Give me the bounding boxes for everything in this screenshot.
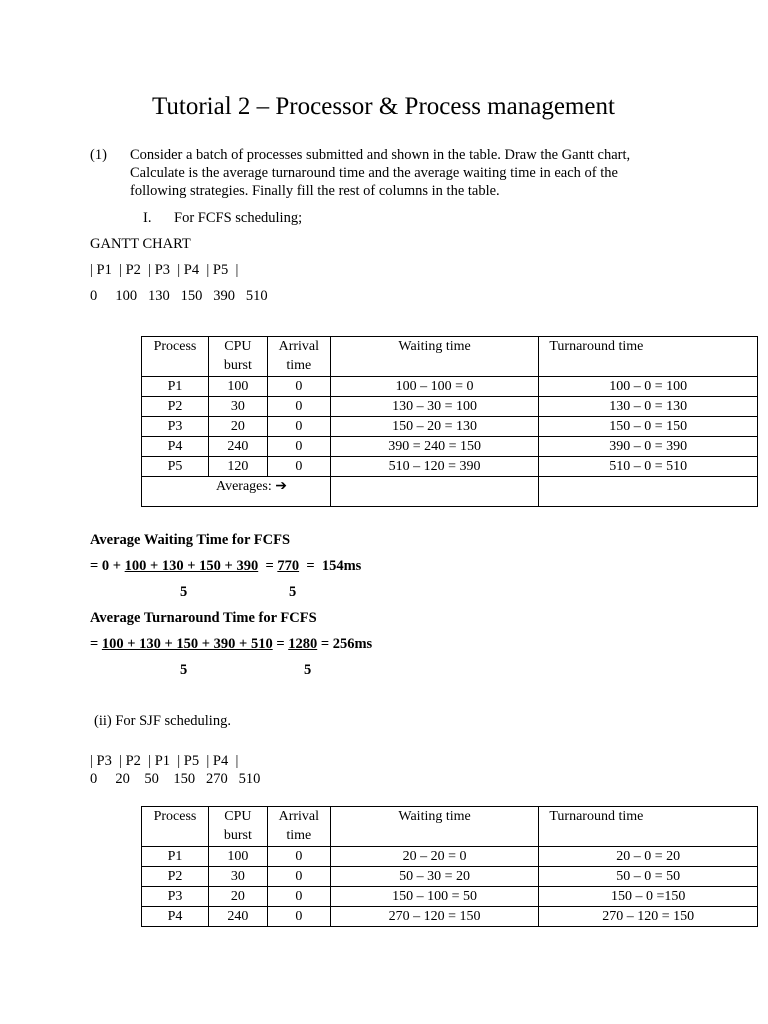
avg-turn-formula: = 100 + 130 + 150 + 390 + 510 = 1280 = 256ms: [90, 636, 373, 652]
cell-waiting: 270 – 120 = 150: [330, 907, 539, 927]
header-turnaround-time: Turnaround time: [539, 807, 758, 847]
question-line: Calculate is the average turnaround time and the average waiting time in each of the: [130, 165, 618, 181]
cell-cpu: 240: [208, 907, 267, 927]
fcfs-gantt-bar: | P1 | P2 | P3 | P4 | P5 |: [90, 262, 239, 278]
header-arrival-time: Arrival time: [267, 337, 330, 377]
table-header-row: [142, 807, 758, 847]
header-arrival-time: Arrival time: [267, 807, 330, 847]
averages-label: Averages: ➔: [142, 477, 331, 507]
cell-process: P5: [142, 457, 209, 477]
cell-process: P3: [142, 887, 209, 907]
avg-wait-denominator: 5: [180, 584, 188, 600]
avg-wait-heading: Average Waiting Time for FCFS: [90, 532, 291, 548]
cell-turnaround: 100 – 0 = 100: [539, 377, 758, 397]
table-row: [142, 867, 758, 887]
table-header-row: [142, 337, 758, 377]
cell-cpu: 240: [208, 437, 267, 457]
header-cpu-burst: CPU burst: [208, 337, 267, 377]
header-waiting-time: Waiting time: [330, 807, 539, 847]
cell-waiting: 150 – 100 = 50: [330, 887, 539, 907]
cell-cpu: 30: [208, 867, 267, 887]
header-waiting-time: Waiting time: [330, 337, 539, 377]
cell-waiting: 50 – 30 = 20: [330, 867, 539, 887]
cell-arrival: 0: [267, 417, 330, 437]
cell-arrival: 0: [267, 907, 330, 927]
question-number: (1): [90, 147, 107, 163]
header-turnaround-time: Turnaround time: [539, 337, 758, 377]
cell-turnaround: 390 – 0 = 390: [539, 437, 758, 457]
cell-waiting: 390 = 240 = 150: [330, 437, 539, 457]
cell-waiting: 510 – 120 = 390: [330, 457, 539, 477]
fcfs-roman: I.: [143, 210, 152, 226]
cell-turnaround: 150 – 0 =150: [539, 887, 758, 907]
fcfs-gantt-times: 0 100 130 150 390 510: [90, 288, 268, 304]
header-process: Process: [142, 337, 209, 377]
cell-process: P2: [142, 867, 209, 887]
table-row: [142, 907, 758, 927]
cell-turnaround: 20 – 0 = 20: [539, 847, 758, 867]
question-line: Consider a batch of processes submitted and shown in the table. Draw the Gantt chart,: [130, 147, 631, 163]
cell-process: P3: [142, 417, 209, 437]
avg-wait-formula: = 0 + 100 + 130 + 150 + 390 = 770 = 154ms: [90, 558, 362, 574]
question-text: [130, 146, 630, 200]
cell-cpu: 100: [208, 377, 267, 397]
avg-turn-heading: Average Turnaround Time for FCFS: [90, 610, 317, 626]
cell-arrival: 0: [267, 457, 330, 477]
cell-arrival: 0: [267, 397, 330, 417]
sjf-table: [141, 806, 758, 927]
cell-cpu: 120: [208, 457, 267, 477]
table-row: [142, 397, 758, 417]
sjf-heading: (ii) For SJF scheduling.: [94, 713, 231, 729]
cell-arrival: 0: [267, 377, 330, 397]
table-row: [142, 377, 758, 397]
fcfs-table: [141, 336, 758, 507]
sjf-gantt-times: 0 20 50 150 270 510: [90, 771, 261, 787]
table-row: [142, 417, 758, 437]
cell-arrival: 0: [267, 847, 330, 867]
avg-turn-denominator: 5: [180, 662, 188, 678]
cell-waiting: 130 – 30 = 100: [330, 397, 539, 417]
cell-cpu: 20: [208, 417, 267, 437]
header-process: Process: [142, 807, 209, 847]
cell-turnaround: 50 – 0 = 50: [539, 867, 758, 887]
sjf-gantt-bar: | P3 | P2 | P1 | P5 | P4 |: [90, 753, 239, 769]
cell-process: P4: [142, 907, 209, 927]
cell-process: P4: [142, 437, 209, 457]
cell-arrival: 0: [267, 887, 330, 907]
question-line: following strategies. Finally fill the rest of columns in the table.: [130, 183, 500, 199]
page-title: Tutorial 2 – Processor & Process management: [152, 93, 615, 120]
cell-arrival: 0: [267, 867, 330, 887]
cell-turnaround: 150 – 0 = 150: [539, 417, 758, 437]
cell-arrival: 0: [267, 437, 330, 457]
cell-process: P1: [142, 847, 209, 867]
fcfs-heading: For FCFS scheduling;: [174, 210, 303, 226]
cell-cpu: 20: [208, 887, 267, 907]
avg-wait-denominator: 5: [289, 584, 297, 600]
table-row: [142, 887, 758, 907]
header-cpu-burst: CPU burst: [208, 807, 267, 847]
cell-turnaround: 130 – 0 = 130: [539, 397, 758, 417]
cell-waiting: 150 – 20 = 130: [330, 417, 539, 437]
averages-waiting-cell: [330, 477, 539, 507]
cell-waiting: 20 – 20 = 0: [330, 847, 539, 867]
table-row: [142, 437, 758, 457]
avg-turn-denominator: 5: [304, 662, 312, 678]
table-row: [142, 457, 758, 477]
cell-turnaround: 270 – 120 = 150: [539, 907, 758, 927]
cell-cpu: 30: [208, 397, 267, 417]
cell-cpu: 100: [208, 847, 267, 867]
averages-turnaround-cell: [539, 477, 758, 507]
averages-row: [142, 477, 758, 507]
cell-process: P2: [142, 397, 209, 417]
cell-process: P1: [142, 377, 209, 397]
cell-turnaround: 510 – 0 = 510: [539, 457, 758, 477]
table-row: [142, 847, 758, 867]
gantt-label: GANTT CHART: [90, 236, 191, 252]
cell-waiting: 100 – 100 = 0: [330, 377, 539, 397]
